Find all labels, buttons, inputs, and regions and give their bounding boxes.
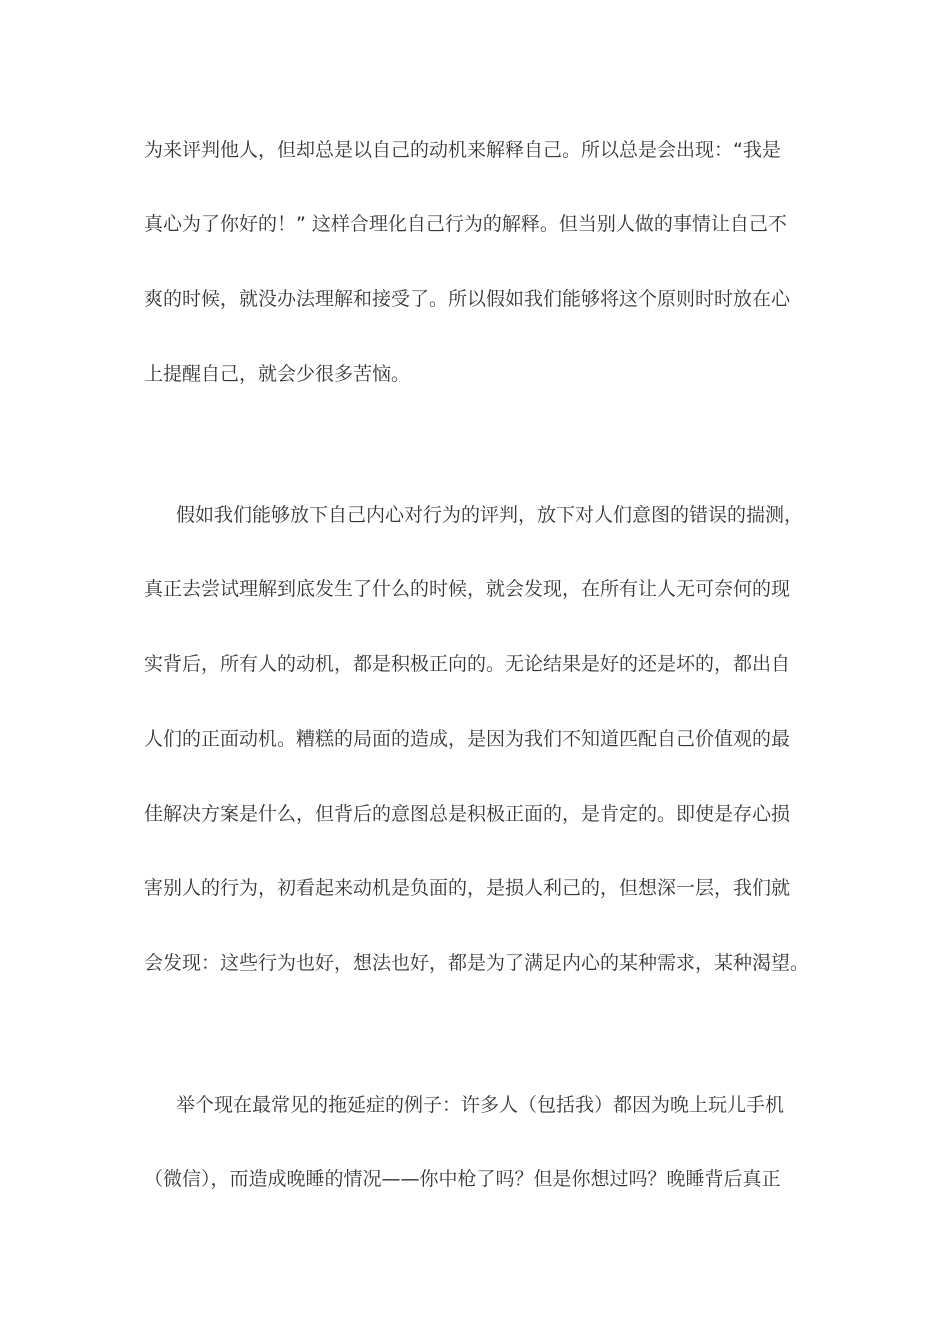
paragraph-1-line-1: 为来评判他人，但却总是以自己的动机来解释自己。所以总是会出现：“我是	[144, 139, 781, 161]
paragraph-2-line-6: 害别人的行为，初看起来动机是负面的，是损人利己的，但想深一层，我们就	[144, 877, 791, 899]
paragraph-2-line-3: 实背后，所有人的动机，都是积极正向的。无论结果是好的还是坏的，都出自	[144, 653, 791, 675]
paragraph-2-line-2: 真正去尝试理解到底发生了什么的时候，就会发现，在所有让人无可奈何的现	[144, 578, 791, 600]
paragraph-2-line-5: 佳解决方案是什么，但背后的意图总是积极正面的，是肯定的。即使是存心损	[144, 803, 791, 825]
paragraph-1-line-2: 真心为了你好的！” 这样合理化自己行为的解释。但当别人做的事情让自己不	[144, 213, 787, 235]
paragraph-1-line-3: 爽的时候，就没办法理解和接受了。所以假如我们能够将这个原则时时放在心	[144, 288, 791, 310]
paragraph-3-line-1: 举个现在最常见的拖延症的例子：许多人（包括我）都因为晚上玩儿手机	[176, 1094, 785, 1116]
paragraph-2-line-1: 假如我们能够放下自己内心对行为的评判，放下对人们意图的错误的揣测，	[176, 504, 804, 526]
paragraph-1-line-4: 上提醒自己，就会少很多苦恼。	[144, 363, 411, 385]
paragraph-2-line-4: 人们的正面动机。糟糕的局面的造成，是因为我们不知道匹配自己价值观的最	[144, 728, 791, 750]
paragraph-3-line-2: （微信），而造成晚睡的情况——你中枪了吗？但是你想过吗？晚睡背后真正	[144, 1168, 781, 1190]
paragraph-2-line-7: 会发现：这些行为也好，想法也好，都是为了满足内心的某种需求，某种渴望。	[144, 952, 810, 974]
